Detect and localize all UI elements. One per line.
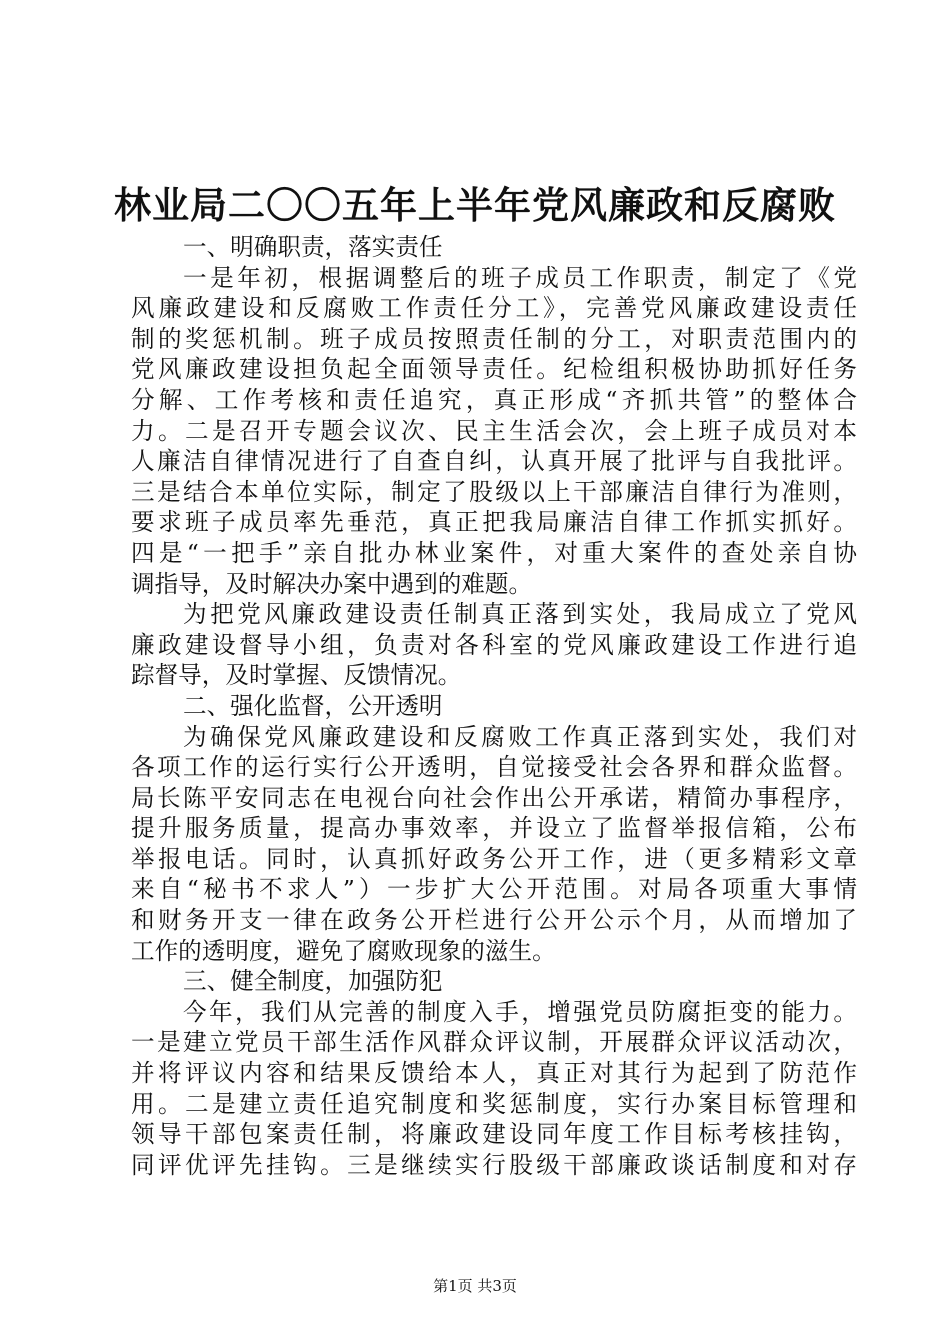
text-line: 为确保党风廉政建设和反腐败工作真正落到实处，我们对 (183, 722, 857, 751)
text-line: 同评优评先挂钩。三是继续实行股级干部廉政谈话制度和对存 (131, 1150, 857, 1179)
text-line: 制的奖惩机制。班子成员按照责任制的分工，对职责范围内的 (131, 324, 857, 353)
text-line: 三是结合本单位实际，制定了股级以上干部廉洁自律行为准则， (131, 477, 857, 506)
text-line: 并将评议内容和结果反馈给本人，真正对其行为起到了防范作 (131, 1059, 857, 1088)
text-line: 踪督导，及时掌握、反馈情况。 (131, 661, 462, 690)
text-line: 力。二是召开专题会议次、民主生活会次，会上班子成员对本 (131, 416, 857, 445)
document-body (131, 232, 857, 1180)
text-line: 一、明确职责，落实责任 (183, 233, 443, 261)
text-line: 提升服务质量，提高办事效率，并设立了监督举报信箱，公布 (131, 814, 857, 843)
text-line: 廉政建设督导小组，负责对各科室的党风廉政建设工作进行追 (131, 630, 857, 659)
text-line: 来自“秘书不求人”）一步扩大公开范围。对局各项重大事情 (131, 875, 857, 904)
text-line: 用。二是建立责任追究制度和奖惩制度，实行办案目标管理和 (131, 1089, 857, 1118)
text-line: 举报电话。同时，认真抓好政务公开工作，进（更多精彩文章 (131, 844, 857, 873)
text-line: 各项工作的运行实行公开透明，自觉接受社会各界和群众监督。 (131, 753, 857, 782)
text-line: 和财务开支一律在政务公开栏进行公开公示个月，从而增加了 (131, 906, 857, 935)
page-number-footer: 第1页 共3页 (433, 1277, 517, 1295)
text-line: 分解、工作考核和责任追究，真正形成“齐抓共管”的整体合 (131, 385, 857, 414)
text-line: 一是建立党员干部生活作风群众评议制，开展群众评议活动次， (131, 1028, 857, 1057)
text-line: 调指导，及时解决办案中遇到的难题。 (131, 569, 533, 598)
text-line: 工作的透明度，避免了腐败现象的滋生。 (131, 936, 556, 965)
text-line: 二、强化监督，公开透明 (183, 691, 443, 720)
text-line: 一是年初，根据调整后的班子成员工作职责，制定了《党 (183, 263, 857, 292)
text-line: 党风廉政建设担负起全面领导责任。纪检组积极协助抓好任务 (131, 355, 857, 384)
text-line: 三、健全制度，加强防犯 (183, 967, 443, 996)
text-line: 人廉洁自律情况进行了自查自纠，认真开展了批评与自我批评。 (131, 447, 857, 476)
text-line: 要求班子成员率先垂范，真正把我局廉洁自律工作抓实抓好。 (131, 508, 857, 537)
text-line: 四是“一把手”亲自批办林业案件，对重大案件的查处亲自协 (131, 538, 857, 567)
text-line: 领导干部包案责任制，将廉政建设同年度工作目标考核挂钩， (131, 1120, 857, 1149)
text-line: 今年，我们从完善的制度入手，增强党员防腐拒变的能力。 (183, 997, 857, 1026)
text-line: 为把党风廉政建设责任制真正落到实处，我局成立了党风 (183, 600, 857, 629)
text-line: 局长陈平安同志在电视台向社会作出公开承诺，精简办事程序， (131, 783, 857, 812)
document-title: 林业局二〇〇五年上半年党风廉政和反腐败 (114, 183, 836, 227)
text-line: 风廉政建设和反腐败工作责任分工》，完善党风廉政建设责任 (131, 294, 857, 323)
